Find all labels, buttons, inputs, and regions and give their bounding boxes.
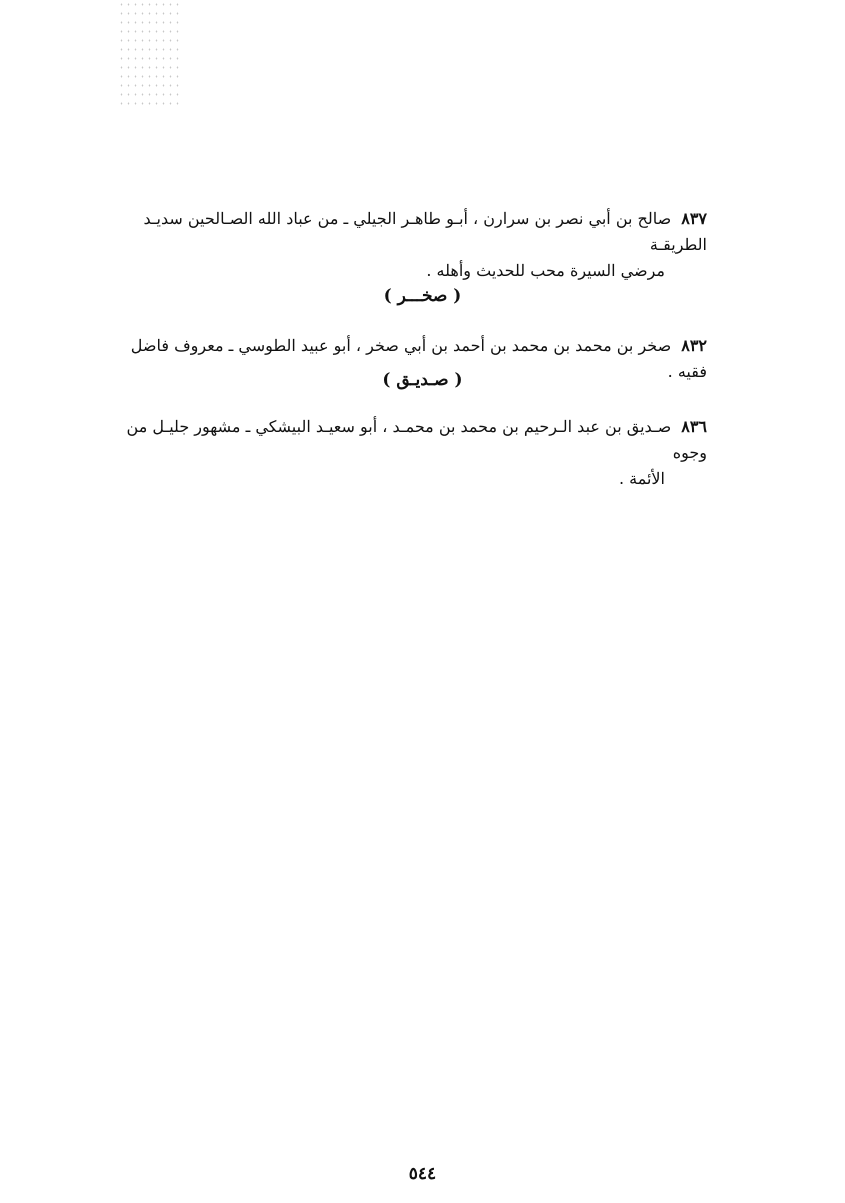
entry-836 bbox=[107, 414, 707, 492]
entry-number: ٨٣٢ bbox=[681, 336, 707, 355]
entry-837 bbox=[107, 206, 707, 284]
entry-text-line: مرضي السيرة محب للحديث وأهله . bbox=[426, 261, 665, 280]
entry-text-line: صخر بن محمد بن محمد بن أحمد بن أبي صخر ، أبو عبيد الطوسي ـ معروف فاضل فقيه . bbox=[130, 336, 707, 381]
scan-speckle-artifact bbox=[118, 0, 180, 110]
page-number: ٥٤٤ bbox=[408, 1164, 437, 1184]
entry-text-line: الأئمة . bbox=[618, 469, 665, 488]
entry-text-line: صالح بن أبي نصر بن سرارن ، أبـو طاهـر الجيلي ـ من عباد الله الصـالحين سديـد الطريقـة bbox=[143, 209, 707, 254]
entry-number: ٨٣٧ bbox=[681, 209, 707, 228]
entry-number: ٨٣٦ bbox=[681, 417, 707, 436]
section-heading-siddiq: ( صـديـق ) bbox=[382, 370, 463, 390]
entry-text-line: صـديق بن عبد الـرحيم بن محمد بن محمـد ، أبو سعيـد البيشكي ـ مشهور جليـل من وجوه bbox=[126, 417, 707, 462]
section-heading-sakhr: ( صخـــر ) bbox=[383, 286, 462, 306]
